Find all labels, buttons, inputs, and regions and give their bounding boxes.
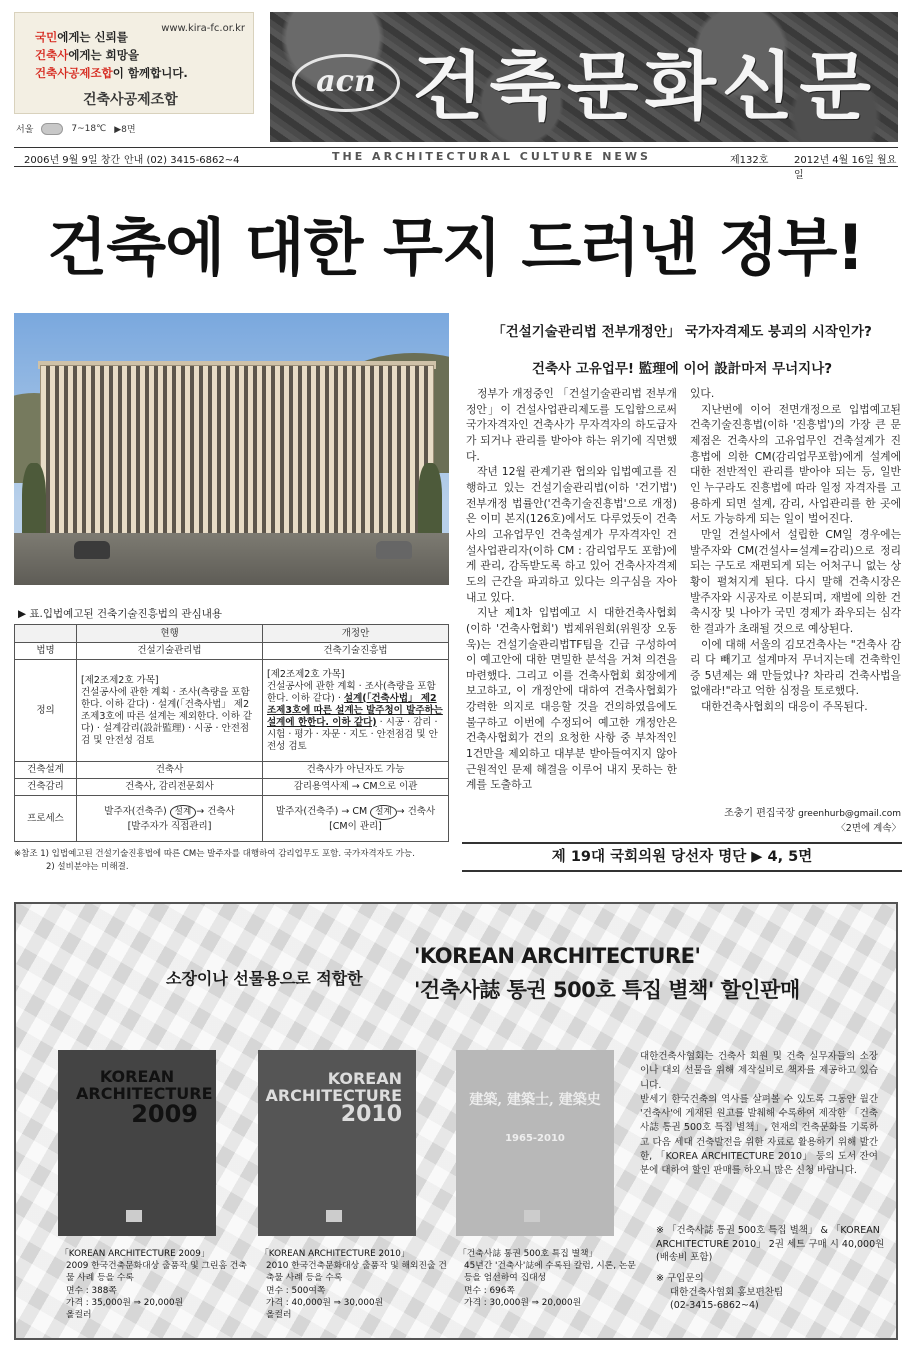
table-row (15, 643, 449, 660)
article-paragraph: 대한건축사협회의 대응이 주목된다. (701, 700, 868, 714)
article-paragraph: 지난 제1차 입법예고 시 대한건축사협회(이하 '건축사협회') 법제위원회(위원장 오동욱)는 건설기술관리법TF팀을 긴급 구성하여 이 예고안에 대한 면밀한 분석을 거쳐 의견을 마련했다. 그리고 이를 건축사협회 회장에게 보고하고, 이 개정안에 대하여 건축사협회가 강력한 의지로 대응할 것을 건의하였음에도 불구하고 이번에 수정되어 예고한 개정안은 건축사협회가 건의 요청한 사항 중 부차적인 1건만을 제외하고 대부분 받아들여지지 않아 근원적인 문제 해결을 이루어 내지 못하는 한계를 도출하고 (466, 606, 677, 792)
cloud-icon (41, 123, 63, 135)
ad-title-2: '건축사誌 통권 500호 특집 별책' 할인판매 (414, 978, 800, 1002)
book-cover-500th[interactable]: 建築, 建築士, 建築史 1965-2010 (456, 1050, 614, 1236)
ad-line-2: 건축사에게는 희망을 (35, 48, 139, 62)
set-purchase-note: ※ 「건축사誌 통권 500호 특집 별책」 & 「KOREAN ARCHITECTURE 2010」 2권 세트 구매 시 40,000원(배송비 포함) (656, 1225, 885, 1263)
ad-url[interactable]: www.kira-fc.or.kr (161, 23, 245, 34)
established-date: 2006년 9월 9일 창간 (24, 155, 121, 166)
weather-info (16, 122, 136, 135)
process-revised: 발주자(건축주) → CM 설계 → 건축사 [CM이 관리] (263, 796, 449, 842)
table-header (15, 625, 77, 643)
table-notes: ※참조 1) 입법예고된 건설기술진흥법에 따른 CM는 발주자를 대행하여 감리업무도 포함. 국가자격자도 가능. 2) 설비분야는 미해결. (14, 849, 415, 872)
book-caption-2010: 「KOREAN ARCHITECTURE 2010」 2010 한국건축문화대상 출품작 및 해외진출 건축물 사례 등을 수록 면수 : 500여쪽 가격 : 40,000원 ⇒ 30,000원 올컬러 (260, 1249, 447, 1321)
book-caption-500th: 「건축사誌 통권 500호 특집 별책」 45년간 '건축사'誌에 수록된 칼럼, 시론, 논문 등을 엄선하여 집대성 면수 : 696쪽 가격 : 30,000원 ⇒ 20,000원 (458, 1249, 636, 1308)
article-subheading-2: 건축사 고유업무! 監理에 이어 設計마저 무너지나? (531, 361, 833, 377)
table-caption: ▶ 표.입법예고된 건축기술진흥법의 관심내용 (18, 608, 222, 620)
english-name: THE ARCHITECTURAL CULTURE NEWS (332, 150, 651, 163)
article-paragraph: 정부가 개정중인 「건설기술관리법 전부개정안」이 건설사업관리제도를 도입함으로써 국가자격자인 건축사가 무자격자의 하도급자가 되거나 관리를 받아야 하는 위기에 직면했다. (466, 387, 677, 463)
table-header-row (15, 625, 449, 643)
publication-date: 2012년 4월 16일 월요일 (794, 155, 897, 181)
table-cell: [제2조제2호 가목] 건설공사에 관한 계획 · 조사(측량을 포함한다. 이하 같다) · 설계(「건축사법」 제2조제3호에 따른 설계는 발주청이 발주하는 설계에 한한다. 이하 같다) · 시공 · 감리 · 시험 · 평가 · 자문 · 지도 · 안전점검 및 안전성 검토 (263, 660, 449, 762)
table-cell: 건축기술진흥법 (263, 643, 449, 660)
table-row (15, 796, 449, 842)
row-label: 건축감리 (15, 779, 77, 796)
ad-tagline: 소장이나 선물용으로 적합한 (166, 969, 363, 988)
header-advertisement[interactable] (14, 12, 254, 114)
table-header: 개정안 (263, 625, 449, 643)
byline: 조충기 편집국장 greenhurb@gmail.com (724, 808, 901, 819)
masthead-banner (270, 12, 898, 142)
book-cover-2010[interactable]: KOREAN ARCHITECTURE 2010 (258, 1050, 416, 1236)
table-row (15, 779, 449, 796)
article-paragraph: 있다. (690, 387, 715, 400)
book-sale-advertisement[interactable] (14, 902, 898, 1340)
table-cell: 건설기술관리법 (77, 643, 263, 660)
article-subheading-1: 「건설기술관리법 전부개정안」 국가자격제도 붕괴의 시작인가? (492, 324, 872, 340)
article-paragraph: 작년 12월 관계기관 협의와 입법예고를 진행하고 있는 건설기술관리법(이하 '건기법') 전부개정 법률안('건축기술진흥법'으로 개정)은 이미 본지(126호)에서도 다루었듯이 건축사의 고유업무인 건축설계가 무자격자인 건설사업관리자(이하 CM : 감리업무도 포함)에게 관리, 감독받도록 하고 있어 건축사자격제도의 근간을 파괴하고 있다는 의구심을 자아내고 있다. (466, 465, 677, 604)
author-email[interactable]: greenhurb@gmail.com (798, 809, 901, 819)
table-cell: [제2조제2호 가목] 건설공사에 관한 계획 · 조사(측량을 포함한다. 이하 같다) · 설계(「건축사법」 제2조제3호에 따른 설계는 제외한다. 이하 같다) · 설계감리(設計監理) · 시공 · 안전점검 및 안전성 검토 (77, 660, 263, 762)
contact-number: 안내 (02) 3415-6862~4 (124, 155, 240, 166)
weather-temp: 7~18℃ (71, 123, 107, 134)
table-header: 현행 (77, 625, 263, 643)
table-row (15, 660, 449, 762)
ad-description: 대한건축사협회는 건축사 회원 및 건축 실무자들의 소장이나 대외 선물을 위해 제작실비로 책자를 제공하고 있습니다. 반세기 한국건축의 역사를 살펴볼 수 있도록 그동안 월간 '건축사'에 게재된 원고를 발췌해 수록하여 제작한 「건축사誌 통권 500호 특집 별책」, 현재의 건축문화를 기록하고 다음 세대 건축발전을 위한 자료로 활용하기 위해 발간한, 「KOREA ARCHITECTURE 2010」 등의 도서 잔여분에 대하여 할인 판매를 하오니 많은 신청 바랍니다. (640, 1051, 878, 1177)
book-cover-2009[interactable]: KOREAN ARCHITECTURE 2009 (58, 1050, 216, 1236)
issue-number: 제132호 (730, 155, 769, 166)
ad-title-1: 'KOREAN ARCHITECTURE' (414, 944, 701, 968)
main-headline: 건축에 대한 무지 드러낸 정부! (47, 211, 864, 284)
table-cell: 감리용역사제 → CM으로 이관 (263, 779, 449, 796)
ad-line-3: 건축사공제조합이 함께합니다. (35, 66, 188, 80)
newspaper-title: 건축문화신문 (412, 44, 877, 130)
election-winners-link[interactable]: 제 19대 국회의원 당선자 명단 ▶ 4, 5면 (462, 842, 902, 872)
book-caption-2009: 「KOREAN ARCHITECTURE 2009」 2009 한국건축문화대상 출품작 및 그린홈 건축물 사례 등을 수록 면수 : 388쪽 가격 : 35,000원 ⇒ 20,000원 올컬러 (60, 1249, 247, 1321)
row-label: 프로세스 (15, 796, 77, 842)
row-label: 건축설계 (15, 762, 77, 779)
table-row (15, 762, 449, 779)
article-paragraph: 만일 건설사에서 설립한 CM일 경우에는 발주자와 CM(건설사=설계=감리)으로 정리되는 구도로 재편되게 되는 어처구니 없는 상황이 펼쳐지게 된다. 다시 말해 건축시장은 발주자와 시공자로 이분되며, 재벌에 의한 건축시장 및 나아가 국민 경제가 좌우되는 심각한 결과가 초래될 것으로 예상된다. (690, 527, 901, 635)
table-cell: 건축사 (77, 762, 263, 779)
newspaper-logo[interactable]: acn (292, 54, 400, 112)
ad-organization: 건축사공제조합 (83, 92, 178, 108)
article-paragraph: 이에 대해 서울의 김모건축사는 "건축사 감리 다 빼기고 설계마저 무너지는데 건축학인증 5년제는 왜 만들었나? 차라리 건축사법을 없애라!"라고 억한 심정을 토로했다. (690, 637, 901, 698)
weather-city: 서울 (16, 125, 34, 135)
article-column-1 (466, 386, 677, 793)
government-building-photo (14, 313, 449, 585)
issue-info-bar (14, 147, 898, 181)
purchase-inquiry: ※ 구입문의 대한건축사협회 홍보편찬팀 (02-3415-6862~4) (656, 1273, 784, 1311)
article-column-2 (690, 386, 901, 715)
row-label: 법명 (15, 643, 77, 660)
weather-wind: ▶8면 (114, 125, 136, 135)
ad-line-1: 국민에게는 신뢰를 (35, 30, 128, 44)
continued-note: 〈2면에 계속〉 (836, 823, 901, 834)
article-paragraph: 지난번에 이어 전면개정으로 입법예고된 건축기술진흥법(이하 '진흥법')의 가장 큰 문제점은 건축사의 고유업무인 건축설계가 진흥법에 의한 CM(감리업무포함)에게 설계에 대한 전반적인 관리를 받아야 되는 등, 일반인 누구라도 진흥법에 따라 일정 자격자를 고용하게 되면 설계, 감리, 사업관리를 한 곳에서도 가능하게 되는 일이 벌어진다. (690, 402, 901, 526)
row-label: 정의 (15, 660, 77, 762)
table-cell: 건축사, 감리전문회사 (77, 779, 263, 796)
comparison-table (14, 624, 449, 842)
table-cell: 건축사가 아닌자도 가능 (263, 762, 449, 779)
process-current: 발주자(건축주) 설계 → 건축사 [발주자가 직접관리] (77, 796, 263, 842)
